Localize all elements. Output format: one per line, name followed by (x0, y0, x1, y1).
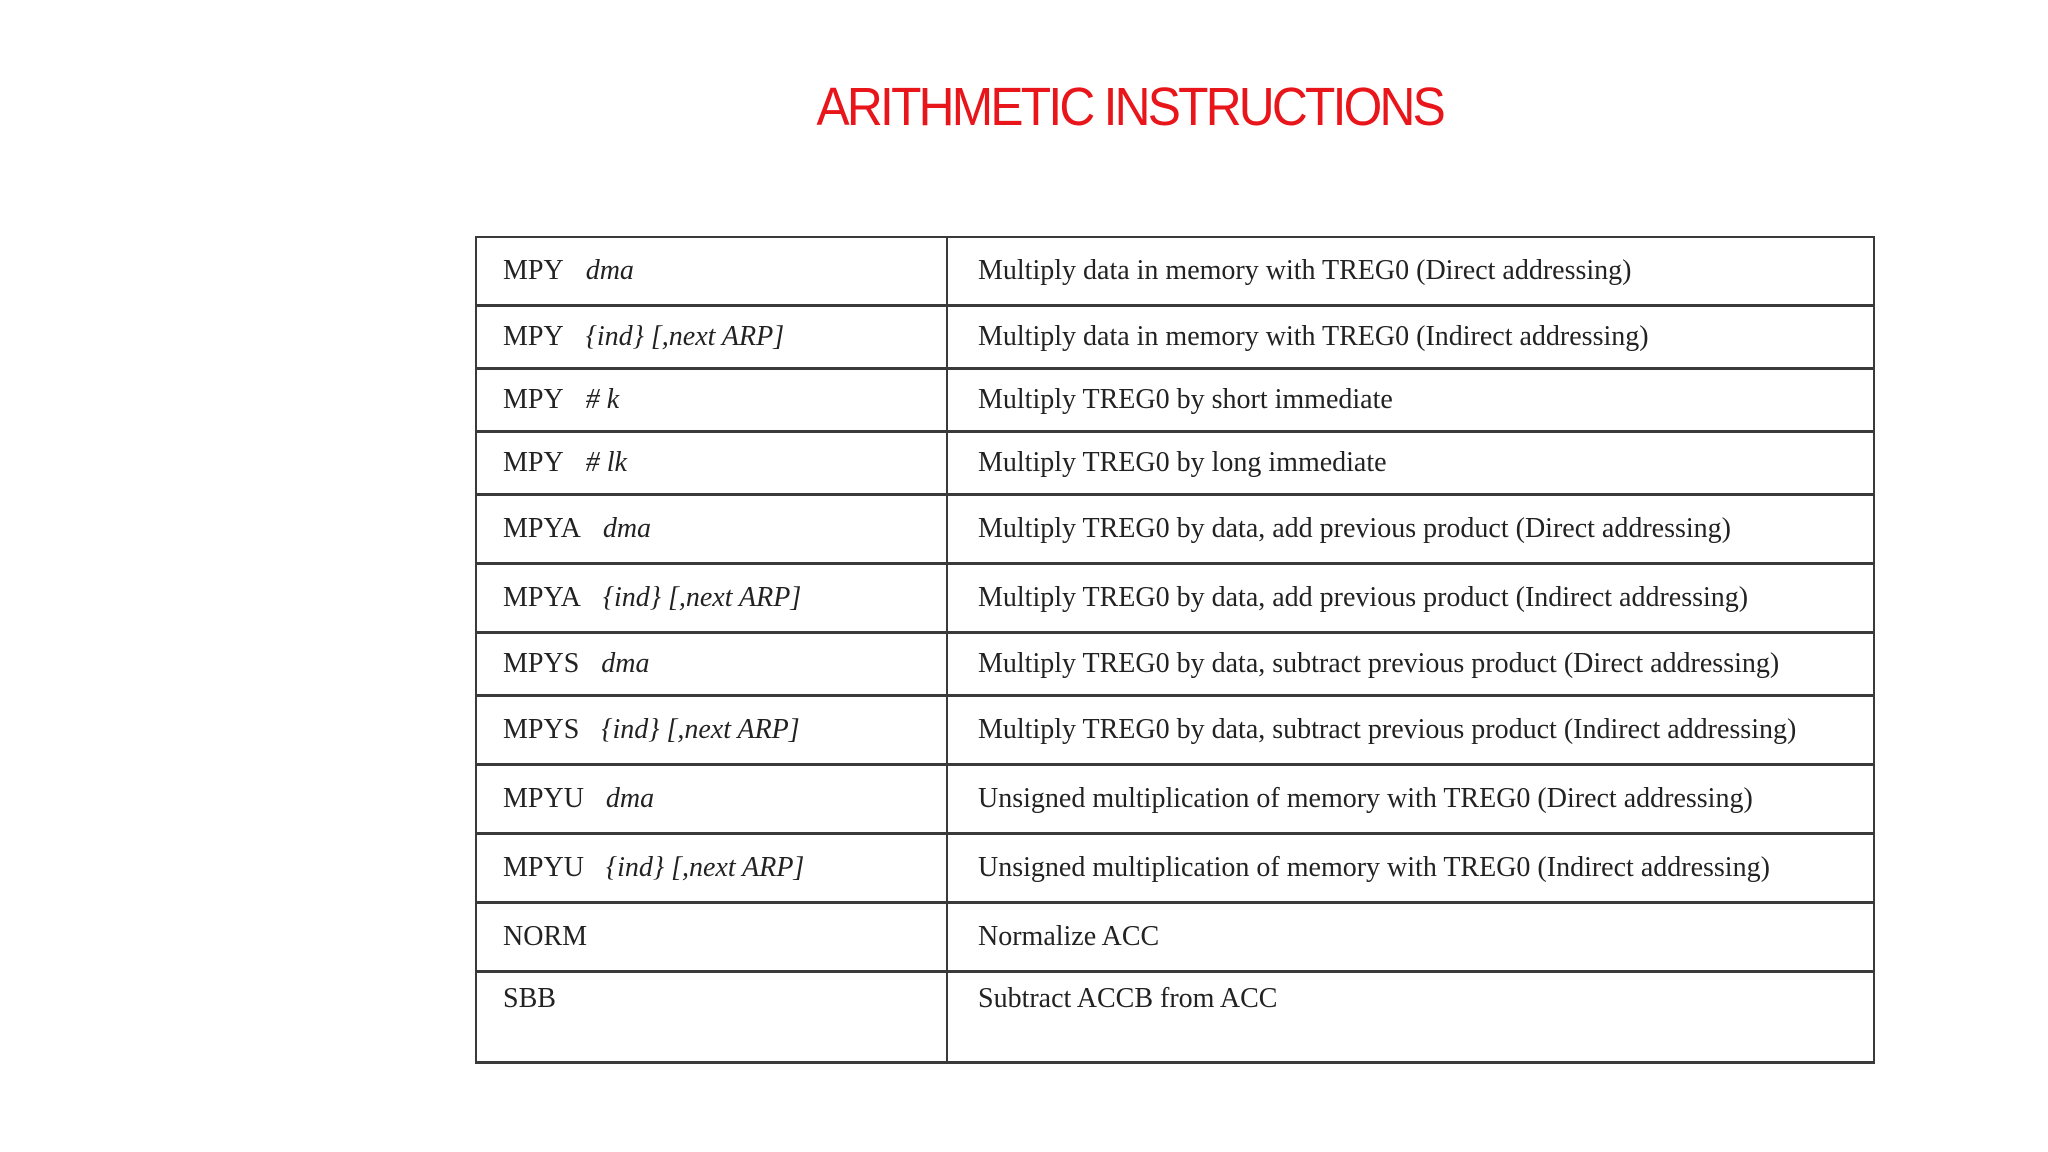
instruction-cell (476, 237, 947, 306)
table-row (476, 369, 1874, 432)
description-cell: Unsigned multiplication of memory with TREG0 (Direct addressing) (947, 765, 1874, 834)
instruction-table-container (475, 236, 1873, 1064)
table-row (476, 432, 1874, 495)
description-cell: Multiply TREG0 by long immediate (947, 432, 1874, 495)
mnemonic: MPY (503, 447, 564, 478)
table-row (476, 696, 1874, 765)
mnemonic: MPYU (503, 783, 584, 814)
operand: dma (601, 648, 650, 679)
mnemonic: MPYA (503, 513, 581, 544)
description-cell: Multiply TREG0 by data, subtract previous product (Direct addressing) (947, 633, 1874, 696)
instruction-cell (476, 834, 947, 903)
instruction-table (475, 236, 1875, 1064)
mnemonic: MPY (503, 255, 564, 286)
description-cell: Normalize ACC (947, 903, 1874, 972)
operand: dma (585, 255, 634, 286)
table-row (476, 765, 1874, 834)
operand: {ind} [,next ARP] (602, 582, 802, 613)
table-row (476, 495, 1874, 564)
table-row (476, 834, 1874, 903)
description-cell: Subtract ACCB from ACC (947, 972, 1874, 1063)
mnemonic: MPY (503, 384, 564, 415)
table-row (476, 633, 1874, 696)
operand: dma (602, 513, 652, 544)
description-cell: Multiply TREG0 by data, add previous product (Indirect addressing) (947, 564, 1874, 633)
operand: {ind} [,next ARP] (601, 714, 800, 745)
mnemonic: MPYA (503, 582, 581, 613)
operand: {ind} [,next ARP] (605, 852, 805, 883)
instruction-cell (476, 903, 947, 972)
description-cell: Multiply data in memory with TREG0 (Indirect addressing) (947, 306, 1874, 369)
description-cell: Multiply TREG0 by data, subtract previous product (Indirect addressing) (947, 696, 1874, 765)
instruction-cell (476, 765, 947, 834)
mnemonic: MPYS (503, 648, 580, 679)
description-cell: Multiply TREG0 by short immediate (947, 369, 1874, 432)
mnemonic: MPY (503, 321, 564, 352)
instruction-cell (476, 495, 947, 564)
instruction-cell (476, 432, 947, 495)
instruction-cell (476, 369, 947, 432)
instruction-cell (476, 972, 947, 1063)
instruction-cell (476, 696, 947, 765)
slide-title: ARITHMETIC INSTRUCTIONS (816, 77, 1444, 137)
description-cell: Unsigned multiplication of memory with TREG0 (Indirect addressing) (947, 834, 1874, 903)
mnemonic: MPYS (503, 714, 580, 745)
operand: {ind} [,next ARP] (585, 321, 785, 352)
description-cell: Multiply data in memory with TREG0 (Direct addressing) (947, 237, 1874, 306)
instruction-cell (476, 306, 947, 369)
table-row (476, 972, 1874, 1063)
table-row (476, 903, 1874, 972)
operand: dma (605, 783, 655, 814)
instruction-cell (476, 633, 947, 696)
instruction-cell (476, 564, 947, 633)
operand: # k (585, 384, 620, 415)
table-row (476, 306, 1874, 369)
table-row (476, 564, 1874, 633)
mnemonic: NORM (503, 921, 588, 952)
operand: # lk (585, 447, 627, 478)
table-row (476, 237, 1874, 306)
mnemonic: SBB (503, 983, 556, 1014)
description-cell: Multiply TREG0 by data, add previous product (Direct addressing) (947, 495, 1874, 564)
mnemonic: MPYU (503, 852, 584, 883)
